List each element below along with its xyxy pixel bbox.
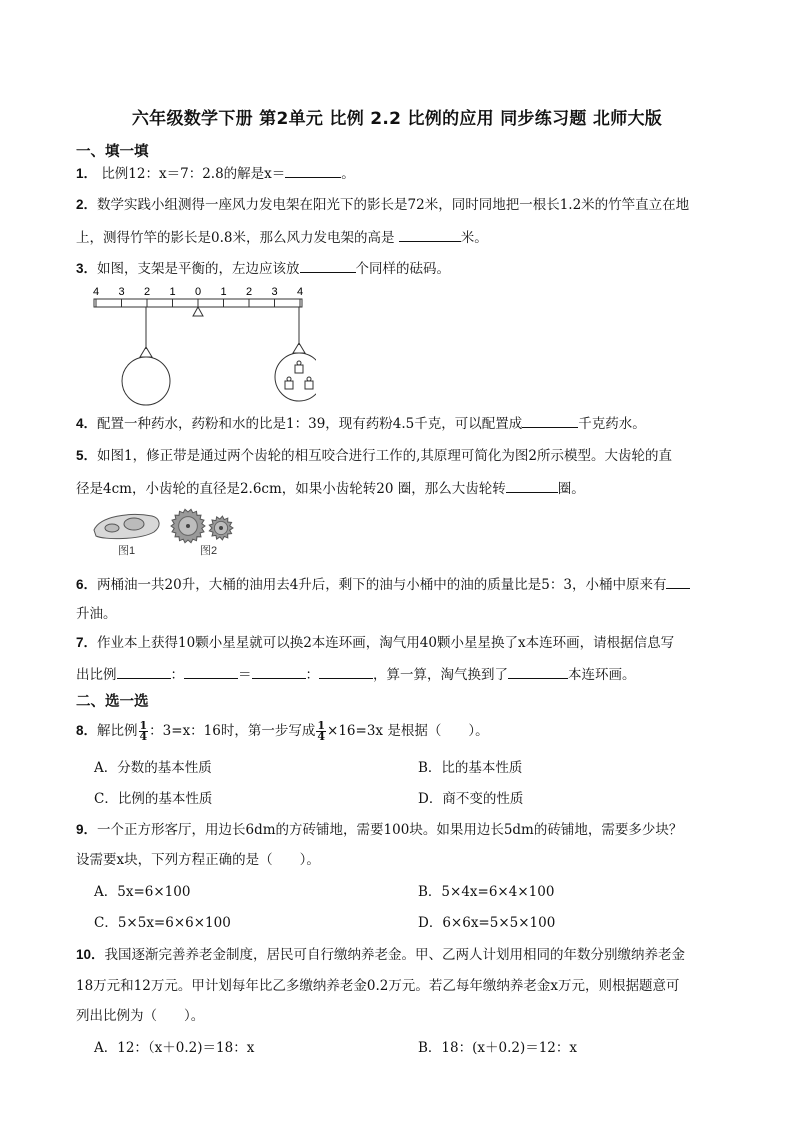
correction-tape-illustration (94, 515, 159, 539)
option-a[interactable]: A．5x=6×100 (94, 884, 191, 900)
large-gear-icon (171, 509, 205, 542)
question-10-line-3: 列出比例为（ ）。 (76, 1008, 205, 1024)
option-b[interactable]: B．比的基本性质 (418, 760, 523, 776)
question-10-line-2: 18万元和12万元。甲计划每年比乙多缴纳养老金0.2万元。若乙每年缴纳养老金x万元，则根据题意可 (76, 978, 680, 994)
weight-icon (295, 361, 303, 373)
fraction-one-quarter: $\frac{1}{4}$ (317, 719, 326, 743)
answer-blank (399, 227, 461, 242)
question-7: 7．作业本上获得10颗小星星就可以换2本连环画，淘气用40颗小星星换了x本连环画，请根据信息写 (76, 635, 675, 651)
question-9-line-2: 设需要x块，下列方程正确的是（ ）。 (76, 852, 320, 868)
option-d[interactable]: D．6×6x=5×5×100 (418, 915, 556, 931)
answer-blank (184, 664, 238, 679)
ruler-labels (93, 286, 303, 298)
question-8: 8．解比例 $\frac{1}{4}$ ：3=x：16时，第一步写成 $\frac{1}{4}$ ×16=3x 是根据（ ）。 (76, 719, 489, 743)
figure-1-label: 图1 (118, 545, 136, 557)
option-d[interactable]: D．商不变的性质 (418, 791, 524, 807)
question-7-line-2: 出比例 ： ＝ ： ，算一算，淘气换到了 本连环画。 (76, 664, 756, 685)
question-3: 3．如图，支架是平衡的，左边应该放 个同样的砝码。 (76, 258, 756, 279)
option-b[interactable]: B．5×4x=6×4×100 (418, 884, 555, 900)
ruler-label: 1 (220, 286, 227, 298)
option-a[interactable]: A．分数的基本性质 (94, 760, 212, 776)
option-c[interactable]: C．5×5x=6×6×100 (94, 915, 231, 931)
answer-blank (300, 258, 356, 273)
question-5: 5．如图1，修正带是通过两个齿轮的相互咬合进行工作的,其原理可简化为图2所示模型。大齿轮的直 (76, 448, 672, 464)
left-pan (122, 357, 170, 405)
option-a[interactable]: A．12：（x＋0.2)＝18：x (94, 1040, 255, 1056)
ruler-label: 4 (92, 286, 100, 298)
answer-blank (117, 664, 171, 679)
question-6-line-2: 升油。 (76, 606, 117, 622)
question-2-line-2: 上，测得竹竿的影长是0.8米，那么风力发电架的高是 米。 (76, 227, 756, 248)
ruler-label: 0 (194, 286, 202, 298)
pivot-triangle (193, 307, 203, 316)
balance-figure (86, 283, 316, 407)
weight-icon (305, 377, 313, 389)
answer-blank (522, 413, 578, 428)
fraction-one-quarter: $\frac{1}{4}$ (139, 719, 148, 743)
answer-blank (319, 664, 373, 679)
question-4: 4．配置一种药水，药粉和水的比是1：39，现有药粉4.5千克，可以配置成 千克药水。 (76, 413, 756, 434)
ruler-label: 1 (169, 286, 176, 298)
answer-blank (285, 163, 341, 178)
section-heading-fill: 一、填一填 (76, 144, 149, 160)
ruler-label: 3 (118, 286, 125, 298)
small-gear-icon (209, 516, 233, 540)
ruler-label: 2 (143, 286, 151, 298)
gear-figures (90, 506, 250, 558)
section-heading-choose: 二、选一选 (76, 694, 149, 710)
question-10: 10．我国逐渐完善养老金制度，居民可自行缴纳养老金。甲、乙两人计划用相同的年数分别缴纳养老金 (76, 947, 686, 963)
question-9: 9．一个正方形客厅，用边长6dm的方砖铺地，需要100块。如果用边长5dm的砖铺地，需要多少块？ (76, 822, 683, 838)
weight-icon (285, 377, 293, 389)
question-5-line-2: 径是4cm，小齿轮的直径是2.6cm，如果小齿轮转20 圈，那么大齿轮转 圈。 (76, 478, 756, 499)
answer-blank (508, 664, 568, 679)
answer-blank (666, 574, 690, 589)
page-title: 六年级数学下册 第2单元 比例 2.2 比例的应用 同步练习题 北师大版 (131, 109, 663, 129)
question-2: 2．数学实践小组测得一座风力发电架在阳光下的影长是72米，同时同地把一根长1.2米的竹竿直立在地 (76, 197, 690, 213)
ruler-label: 4 (296, 286, 304, 298)
ruler-ticks (96, 299, 300, 307)
option-b[interactable]: B．18：(x＋0.2)＝12：x (418, 1040, 578, 1056)
figure-2-label: 图2 (200, 545, 218, 557)
answer-blank (252, 664, 306, 679)
ruler-label: 3 (271, 286, 278, 298)
option-c[interactable]: C．比例的基本性质 (94, 791, 213, 807)
question-6: 6．两桶油一共20升，大桶的油用去4升后，剩下的油与小桶中的油的质量比是5：3，小桶中原来有 (76, 574, 756, 595)
question-1: 1． 比例12：x＝7：2.8的解是x＝ 。 (76, 163, 756, 184)
answer-blank (506, 478, 558, 493)
ruler-label: 2 (245, 286, 253, 298)
